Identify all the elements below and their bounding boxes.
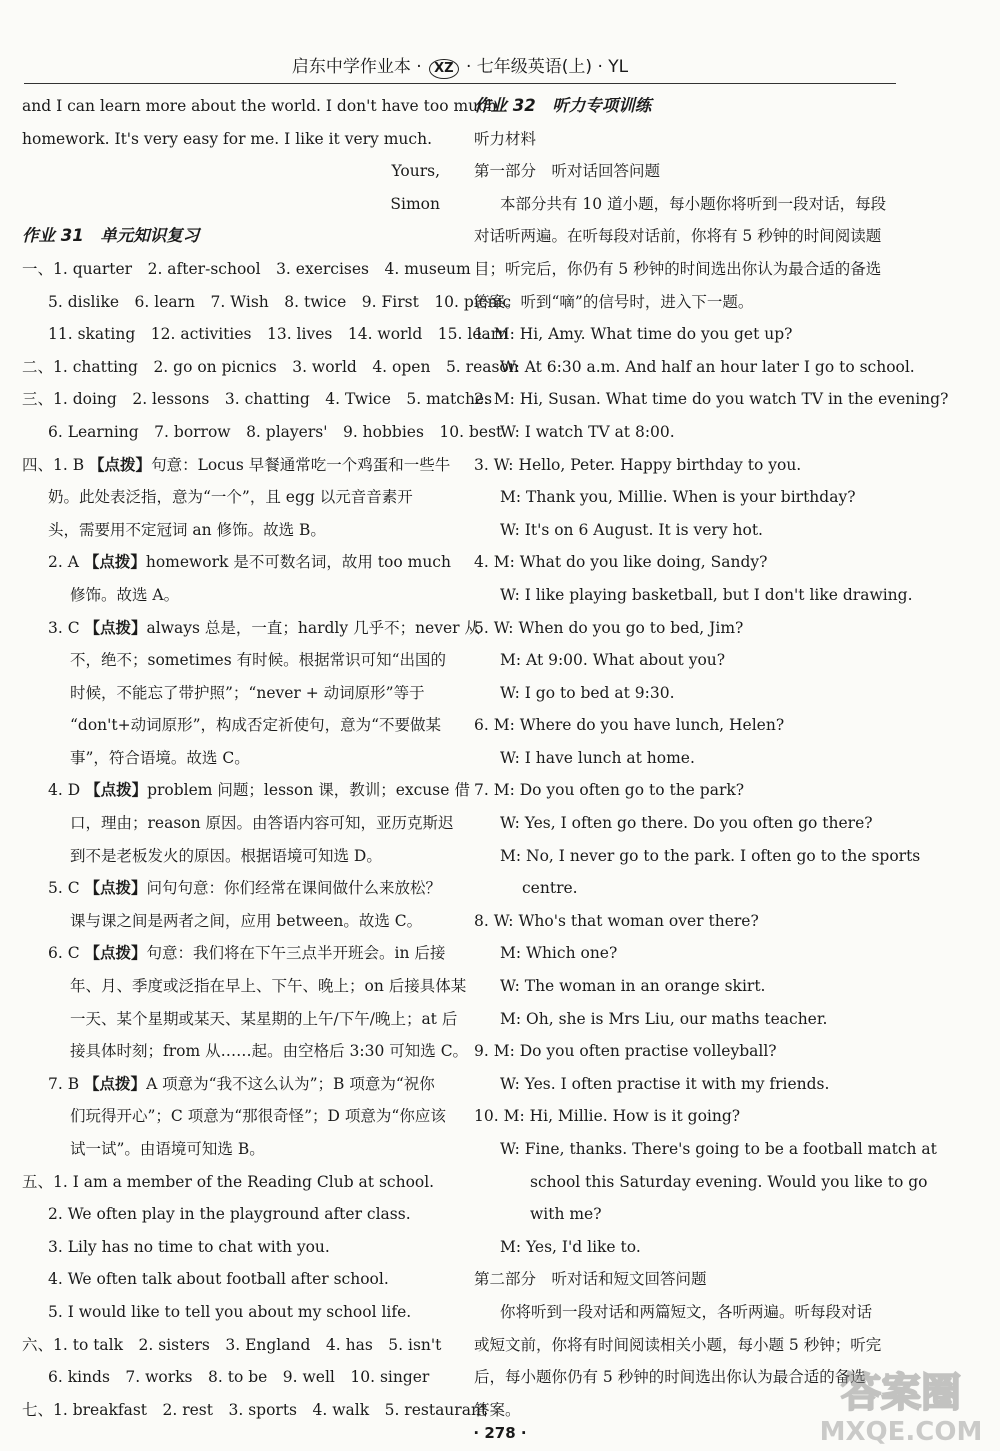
hint-text: 句意：我们将在下午三点半开班会。in 后接 [146, 944, 446, 963]
text-line: 奶。此处表泛指，意为“一个”，且 egg 以元音音素开 [48, 488, 413, 507]
text-line: 七、1. breakfast 2. rest 3. sports 4. walk 5. restaurant [22, 1400, 488, 1419]
text-line: W: It's on 6 August. It is very hot. [500, 520, 763, 539]
text-line: 5. W: When do you go to bed, Jim? [474, 618, 744, 637]
page-number: · 278 · [473, 1424, 527, 1442]
header-rule [24, 83, 896, 84]
text-line: 9. M: Do you often practise volleyball? [474, 1042, 777, 1061]
text-line: “don't+动词原形”，构成否定祈使句，意为“不要做某 [70, 716, 441, 735]
text-line [22, 546, 451, 579]
text-line: centre. [522, 879, 578, 898]
hint-tag: 【点拨】 [85, 780, 148, 800]
text-line: W: Fine, thanks. There's going to be a football match at [500, 1140, 937, 1158]
text-line [22, 774, 470, 807]
hint-tag: 【点拨】 [84, 1073, 147, 1093]
text-line: 7. M: Do you often go to the park? [474, 781, 745, 800]
text-line: W: I go to bed at 9:30. [500, 683, 675, 702]
text-line: 接具体时刻；from 从……起。由空格后 3:30 可知选 C。 [70, 1042, 469, 1061]
watermark-bottom-text: MXQE.COM [819, 1417, 983, 1447]
text-line: 三、1. doing 2. lessons 3. chatting 4. Twice 5. matches [22, 390, 493, 409]
text-line: 口，理由；reason 原因。由答语内容可知，亚历克斯迟 [70, 814, 454, 833]
text-line: M: Which one? [500, 944, 618, 963]
hint-text: A 项意为“我不这么认为”；B 项意为“祝你 [146, 1074, 435, 1093]
text-line: W: I like playing basketball, but I don't like drawing. [500, 585, 913, 604]
hint-tag: 【点拨】 [84, 617, 147, 637]
watermark-logo [806, 1362, 996, 1448]
text-line: 五、1. I am a member of the Reading Club at school. [22, 1172, 435, 1191]
text-line: 3. W: Hello, Peter. Happy birthday to you. [474, 455, 802, 474]
answer-label: 5. C [48, 879, 85, 898]
text-line: 目；听完后，你仍有 5 秒钟的时间选出你认为最合适的备选 [474, 259, 882, 278]
text-line: W: I have lunch at home. [500, 748, 695, 767]
text-line [22, 937, 446, 970]
text-line: 听力材料 [474, 129, 537, 148]
text-line: 六、1. to talk 2. sisters 3. England 4. has 5. isn't [22, 1335, 442, 1354]
answer-label: 四、1. B [22, 455, 90, 474]
text-line: school this Saturday evening. Would you like to go [530, 1172, 928, 1191]
header-prefix: 启东中学作业本 · [291, 57, 422, 77]
text-line: 事”，符合语境。故选 C。 [70, 748, 250, 767]
text-line: W: Yes. I often practise it with my friends. [500, 1074, 830, 1093]
text-line: M: Yes, I'd like to. [500, 1237, 641, 1256]
text-line: 11. skating 12. activities 13. lives 14. world 15. learn [48, 325, 509, 344]
text-line [22, 449, 451, 482]
text-line: 二、1. chatting 2. go on picnics 3. world 4. open 5. reason [22, 357, 519, 376]
text-line: W: At 6:30 a.m. And half an hour later I go to school. [500, 357, 915, 376]
text-line: 试一试”。由语境可知选 B。 [70, 1140, 265, 1158]
text-line: 头，需要用不定冠词 an 修饰。故选 B。 [48, 520, 326, 539]
text-line: M: Oh, she is Mrs Liu, our maths teacher. [500, 1009, 828, 1028]
text-line: M: No, I never go to the park. I often go to the sports [500, 846, 921, 865]
text-line: W: Yes, I often go there. Do you often go there? [500, 814, 873, 833]
text-line: Simon [390, 194, 440, 213]
text-line: M: At 9:00. What about you? [500, 651, 726, 670]
text-line: homework. It's very easy for me. I like it very much. [22, 129, 433, 148]
right-column [474, 90, 949, 1426]
text-line: 一天、某个星期或某天、某星期的上午/下午/晚上；at 后 [70, 1009, 458, 1028]
text-line: 一、1. quarter 2. after-school 3. exercises 4. museum [22, 259, 471, 278]
text-line: 6. kinds 7. works 8. to be 9. well 10. singer [48, 1368, 430, 1387]
text-line: 8. W: Who's that woman over there? [474, 911, 759, 930]
text-line: 第二部分 听对话和短文回答问题 [474, 1270, 707, 1289]
text-line: 2. We often play in the playground after class. [48, 1205, 411, 1224]
text-line: Yours, [391, 162, 440, 181]
hint-tag: 【点拨】 [89, 454, 152, 474]
hint-text: homework 是不可数名词，故用 too much [145, 553, 451, 572]
header-badge: XZ [429, 59, 458, 79]
text-line: 年、月、季度或泛指在早上、下午、晚上；on 后接具体某 [70, 977, 467, 996]
running-header [24, 52, 896, 82]
text-line: 4. M: What do you like doing, Sandy? [474, 553, 768, 572]
text-line: 对话听两遍。在听每段对话前，你将有 5 秒钟的时间阅读题 [474, 227, 882, 246]
text-line: M: Thank you, Millie. When is your birthday? [500, 488, 856, 507]
section-title: 作业 31 单元知识复习 [22, 226, 200, 246]
text-line: 答案。听到“嘀”的信号时，进入下一题。 [474, 292, 754, 311]
text-line: 6. Learning 7. borrow 8. players' 9. hobbies 10. best [48, 422, 503, 441]
text-line: 5. I would like to tell you about my school life. [48, 1302, 412, 1321]
hint-text: 问句句意：你们经常在课间做什么来放松？ [146, 879, 442, 898]
hint-text: problem 问题；lesson 课，教训；excuse 借 [147, 781, 470, 800]
hint-text: always 总是，一直；hardly 几乎不；never 从 [146, 618, 480, 637]
text-line: 本部分共有 10 道小题，每小题你将听到一段对话，每段 [500, 194, 887, 213]
hint-tag: 【点拨】 [84, 943, 147, 963]
text-line [22, 872, 446, 905]
text-line: 后，每小题你仍有 5 秒钟的时间选出你认为最合适的备选 [474, 1368, 866, 1387]
text-line [22, 612, 480, 645]
text-line: 1. M: Hi, Amy. What time do you get up? [474, 325, 793, 344]
text-line: 课与课之间是两者之间，应用 between。故选 C。 [70, 911, 423, 930]
text-line: 3. Lily has no time to chat with you. [48, 1237, 330, 1256]
text-line: 5. dislike 6. learn 7. Wish 8. twice 9. First 10. picnic [48, 292, 512, 311]
text-line: 10. M: Hi, Millie. How is it going? [474, 1107, 741, 1126]
watermark-top-text: 答案圈 [841, 1370, 961, 1416]
text-line: W: I watch TV at 8:00. [500, 422, 675, 441]
text-line [22, 1068, 446, 1101]
text-line: 6. M: Where do you have lunch, Helen? [474, 716, 785, 735]
text-line: W: The woman in an orange skirt. [500, 977, 766, 996]
header-suffix: · 七年级英语(上) · YL [465, 57, 629, 77]
answer-label: 6. C [48, 944, 85, 963]
text-line: and I can learn more about the world. I don't have too much [22, 97, 497, 115]
text-line: 们玩得开心”；C 项意为“那很奇怪”；D 项意为“你应该 [70, 1107, 446, 1126]
text-line: 或短文前，你将有时间阅读相关小题，每小题 5 秒钟；听完 [474, 1335, 882, 1354]
text-line: with me? [530, 1205, 602, 1224]
text-line: 2. M: Hi, Susan. What time do you watch TV in the evening? [474, 390, 949, 409]
text-line: 到不是老板发火的原因。根据语境可知选 D。 [70, 846, 382, 865]
answer-label: 3. C [48, 618, 85, 637]
text-line: 第一部分 听对话回答问题 [474, 162, 661, 181]
text-line: 时候，不能忘了带护照”；“never + 动词原形”等于 [70, 683, 425, 702]
text-line: 你将听到一段对话和两篇短文，各听两遍。听每段对话 [500, 1302, 873, 1321]
text-line: 不，绝不；sometimes 有时候。根据常识可知“出国的 [70, 651, 447, 670]
text-line: 修饰。故选 A。 [70, 585, 180, 604]
hint-tag: 【点拨】 [84, 878, 147, 898]
text-line: 答案。 [474, 1400, 521, 1419]
answer-label: 4. D [48, 781, 86, 800]
hint-text: 句意：Locus 早餐通常吃一个鸡蛋和一些牛 [151, 455, 451, 474]
text-line: 4. We often talk about football after school. [48, 1270, 389, 1289]
hint-tag: 【点拨】 [83, 552, 146, 572]
answer-label: 7. B [48, 1074, 85, 1093]
section-title: 作业 32 听力专项训练 [474, 96, 652, 115]
answer-label: 2. A [48, 553, 84, 572]
